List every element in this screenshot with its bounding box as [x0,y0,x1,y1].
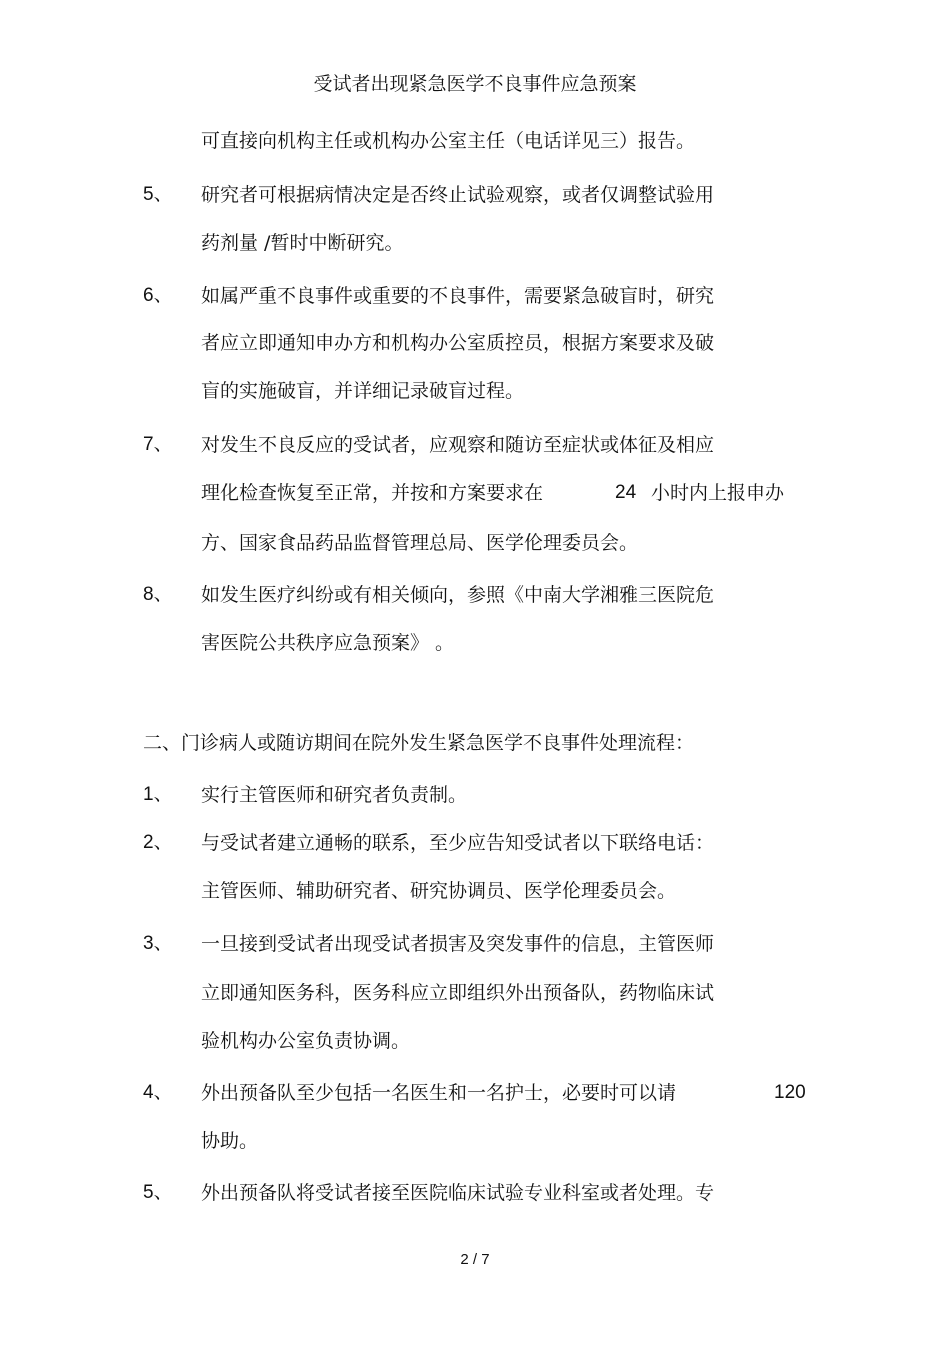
item-number: 2、 [143,832,173,853]
item-line: 立即通知医务科，医务科应立即组织外出预备队，药物临床试 [201,982,715,1004]
item-line: 协助。 [201,1130,259,1152]
item-line: 对发生不良反应的受试者，应观察和随访至症状或体征及相应 [201,434,715,456]
page-number: 2 / 7 [460,1251,490,1268]
item-line: 研究者可根据病情决定是否终止试验观察，或者仅调整试验用 [201,184,715,206]
item-line: 外出预备队至少包括一名医生和一名护士，必要时可以请 [201,1082,677,1104]
item-number: 1、 [143,784,173,805]
continuation-line: 可直接向机构主任或机构办公室主任（电话详见三）报告。 [201,130,696,152]
section-heading: 二、门诊病人或随访期间在院外发生紧急医学不良事件处理流程： [143,732,695,754]
item-line: 主管医师、辅助研究者、研究协调员、医学伦理委员会。 [201,880,677,902]
page-header-title: 受试者出现紧急医学不良事件应急预案 [313,73,637,95]
item-line: 者应立即通知申办方和机构办公室质控员，根据方案要求及破 [201,332,715,354]
item-line: 如属严重不良事件或重要的不良事件，需要紧急破盲时，研究 [201,285,715,307]
item-line: 如发生医疗纠纷或有相关倾向，参照《中南大学湘雅三医院危 [201,584,715,606]
item-number: 5、 [143,1182,173,1203]
item-line: 方、国家食品药品监督管理总局、医学伦理委员会。 [201,532,639,554]
item-number: 5、 [143,184,173,205]
item-line: 盲的实施破盲，并详细记录破盲过程。 [201,380,525,402]
item-line: 验机构办公室负责协调。 [201,1030,411,1052]
item-number: 7、 [143,434,173,455]
inline-emergency-number: 120 [774,1082,806,1103]
item-line: 与受试者建立通畅的联系，至少应告知受试者以下联络电话： [201,832,715,854]
item-number: 6、 [143,285,173,306]
item-line-tail: 小时内上报申办 [651,482,785,504]
inline-hours-value: 24 [615,482,637,503]
item-number: 8、 [143,584,173,605]
item-line: 外出预备队将受试者接至医院临床试验专业科室或者处理。专 [201,1182,715,1204]
item-line: 药剂量 /暂时中断研究。 [201,232,404,254]
item-line: 一旦接到受试者出现受试者损害及突发事件的信息，主管医师 [201,933,715,955]
item-line: 实行主管医师和研究者负责制。 [201,784,468,806]
item-number: 3、 [143,933,173,954]
item-line: 理化检查恢复至正常，并按和方案要求在 [201,482,544,504]
item-number: 4、 [143,1082,173,1103]
item-line: 害医院公共秩序应急预案》 。 [201,632,455,654]
